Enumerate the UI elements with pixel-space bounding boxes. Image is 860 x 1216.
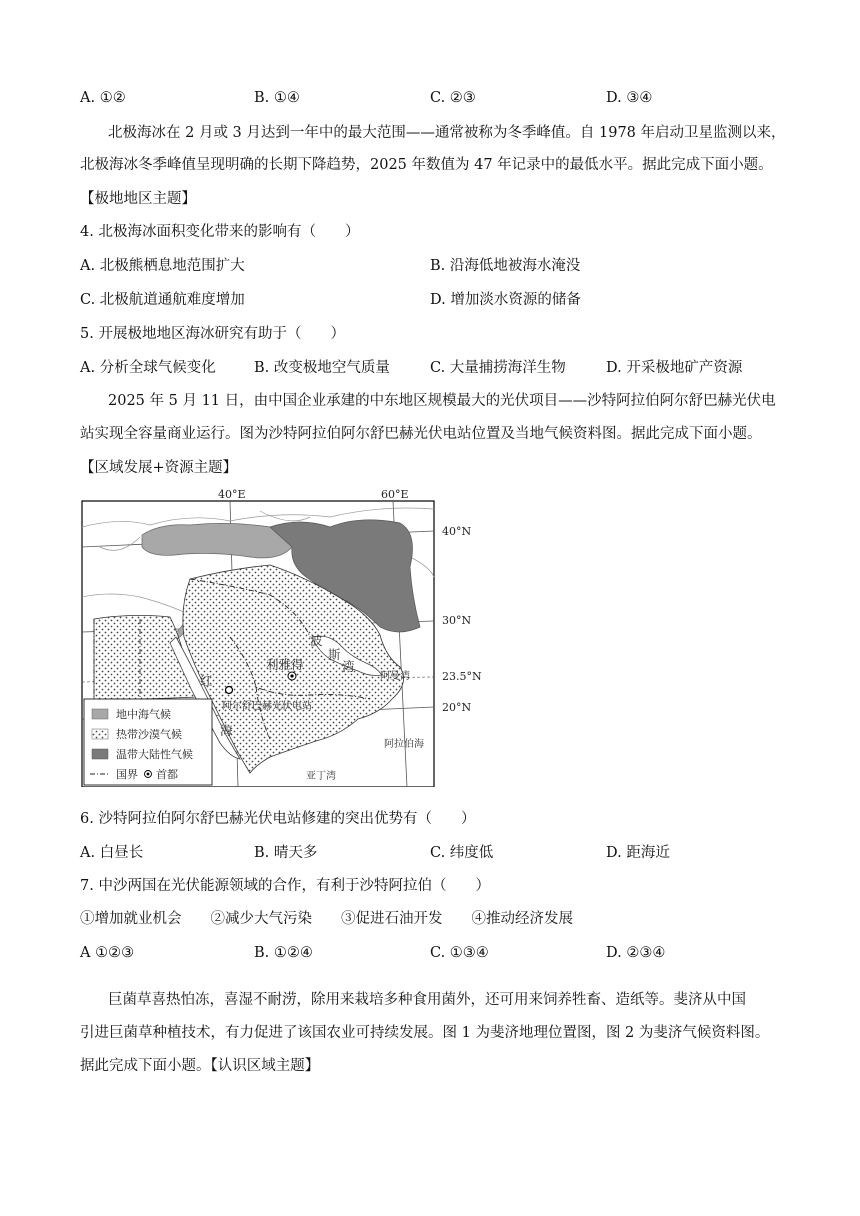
q4-option-c: C. 北极航道通航难度增加 bbox=[80, 292, 245, 308]
q7-items: ①增加就业机会 ②减少大气污染 ③促进石油开发 ④推动经济发展 bbox=[80, 911, 573, 927]
q7-option-b: B. ①②④ bbox=[254, 945, 313, 961]
map-legend bbox=[84, 699, 212, 785]
q7-option-a: A ①②③ bbox=[80, 945, 135, 961]
red-sea-label-1: 红 bbox=[200, 673, 213, 688]
passage1-line1: 北极海冰在 2 月或 3 月达到一年中的最大范围——通常被称为冬季峰值。自 1978 年启动卫星监测以来， bbox=[108, 125, 786, 141]
passage2-topic: 【区域发展+资源主题】 bbox=[80, 460, 238, 476]
q7-stem: 7. 中沙两国在光伏能源领域的合作，有利于沙特阿拉伯（ ） bbox=[80, 878, 490, 894]
q7-option-d: D. ②③④ bbox=[606, 945, 666, 961]
passage3-line1: 巨菌草喜热怕冻，喜湿不耐涝，除用来栽培多种食用菌外，还可用来饲养牲畜、造纸等。斐济从中国 bbox=[108, 992, 746, 1008]
gulf-label-1: 波 bbox=[310, 633, 323, 648]
q5-option-c: C. 大量捕捞海洋生物 bbox=[430, 360, 566, 376]
passage3-line3: 据此完成下面小题。【认识区域主题】 bbox=[80, 1058, 320, 1074]
q5-option-a: A. 分析全球气候变化 bbox=[80, 360, 216, 376]
passage3-line2: 引进巨菌草种植技术，有力促进了该国农业可持续发展。图 1 为斐济地理位置图，图 2 为斐济气候资料图。 bbox=[80, 1025, 770, 1041]
saudi-climate-map bbox=[80, 487, 552, 787]
q3-option-d: D. ③④ bbox=[606, 90, 653, 106]
passage1-line2: 北极海冰冬季峰值呈现明确的长期下降趋势，2025 年数值为 47 年记录中的最低水平。据此完成下面小题。 bbox=[80, 157, 773, 173]
gulf-label-2: 斯 bbox=[328, 647, 341, 662]
q3-option-c: C. ②③ bbox=[430, 90, 476, 106]
lat-label-20n: 20°N bbox=[442, 701, 472, 714]
q7-option-c: C. ①③④ bbox=[430, 945, 489, 961]
q4-option-a: A. 北极熊栖息地范围扩大 bbox=[80, 258, 245, 274]
q4-option-d: D. 增加淡水资源的储备 bbox=[430, 292, 581, 308]
q6-option-d: D. 距海近 bbox=[606, 845, 670, 861]
legend-label-mediterranean: 地中海气候 bbox=[116, 708, 171, 721]
lat-label-40n: 40°N bbox=[442, 525, 472, 538]
red-sea-label-2: 海 bbox=[220, 723, 233, 738]
gulf-label-3: 湾 bbox=[342, 659, 355, 674]
q6-option-b: B. 晴天多 bbox=[254, 845, 318, 861]
lon-label-40e: 40°E bbox=[218, 488, 246, 501]
legend-swatch-desert bbox=[92, 729, 108, 739]
q5-option-d: D. 开采极地矿产资源 bbox=[606, 360, 743, 376]
q5-option-b: B. 改变极地空气质量 bbox=[254, 360, 390, 376]
legend-swatch-continental bbox=[92, 749, 108, 759]
legend-label-desert: 热带沙漠气候 bbox=[116, 728, 182, 741]
passage2-line2: 站实现全容量商业运行。图为沙特阿拉伯阿尔舒巴赫光伏电站位置及当地气候资料图。据此完成下面小题。 bbox=[80, 426, 762, 442]
q3-option-a: A. ①② bbox=[80, 90, 126, 106]
lon-label-60e: 60°E bbox=[381, 488, 409, 501]
q6-stem: 6. 沙特阿拉伯阿尔舒巴赫光伏电站修建的突出优势有（ ） bbox=[80, 811, 476, 827]
capital-label: 利雅得 bbox=[266, 657, 304, 672]
station-marker bbox=[226, 687, 233, 694]
lat-label-30n: 30°N bbox=[442, 614, 472, 627]
q4-stem: 4. 北极海冰面积变化带来的影响有（ ） bbox=[80, 224, 360, 240]
q6-option-c: C. 纬度低 bbox=[430, 845, 494, 861]
legend-swatch-mediterranean bbox=[92, 709, 108, 719]
legend-label-capital: 首都 bbox=[156, 768, 178, 781]
station-label: 阿尔舒巴赫光伏电站 bbox=[222, 701, 312, 712]
oman-gulf-label: 阿曼湾 bbox=[380, 671, 410, 682]
q4-option-b: B. 沿海低地被海水淹没 bbox=[430, 258, 581, 274]
lat-label-23n: 23.5°N bbox=[442, 670, 482, 683]
q6-option-a: A. 白昼长 bbox=[80, 845, 144, 861]
q3-option-b: B. ①④ bbox=[254, 90, 300, 106]
legend-label-continental: 温带大陆性气候 bbox=[116, 748, 193, 761]
legend-label-border: 国界 bbox=[116, 768, 138, 781]
passage2-line1: 2025 年 5 月 11 日，由中国企业承建的中东地区规模最大的光伏项目——沙特阿拉伯阿尔舒巴赫光伏电 bbox=[108, 393, 776, 409]
aden-gulf-label: 亚丁湾 bbox=[306, 771, 336, 782]
mediterranean-zone bbox=[142, 523, 292, 557]
passage1-topic: 【极地地区主题】 bbox=[80, 191, 196, 207]
q5-stem: 5. 开展极地地区海冰研究有助于（ ） bbox=[80, 326, 345, 342]
arabian-sea-label: 阿拉伯海 bbox=[384, 739, 424, 750]
